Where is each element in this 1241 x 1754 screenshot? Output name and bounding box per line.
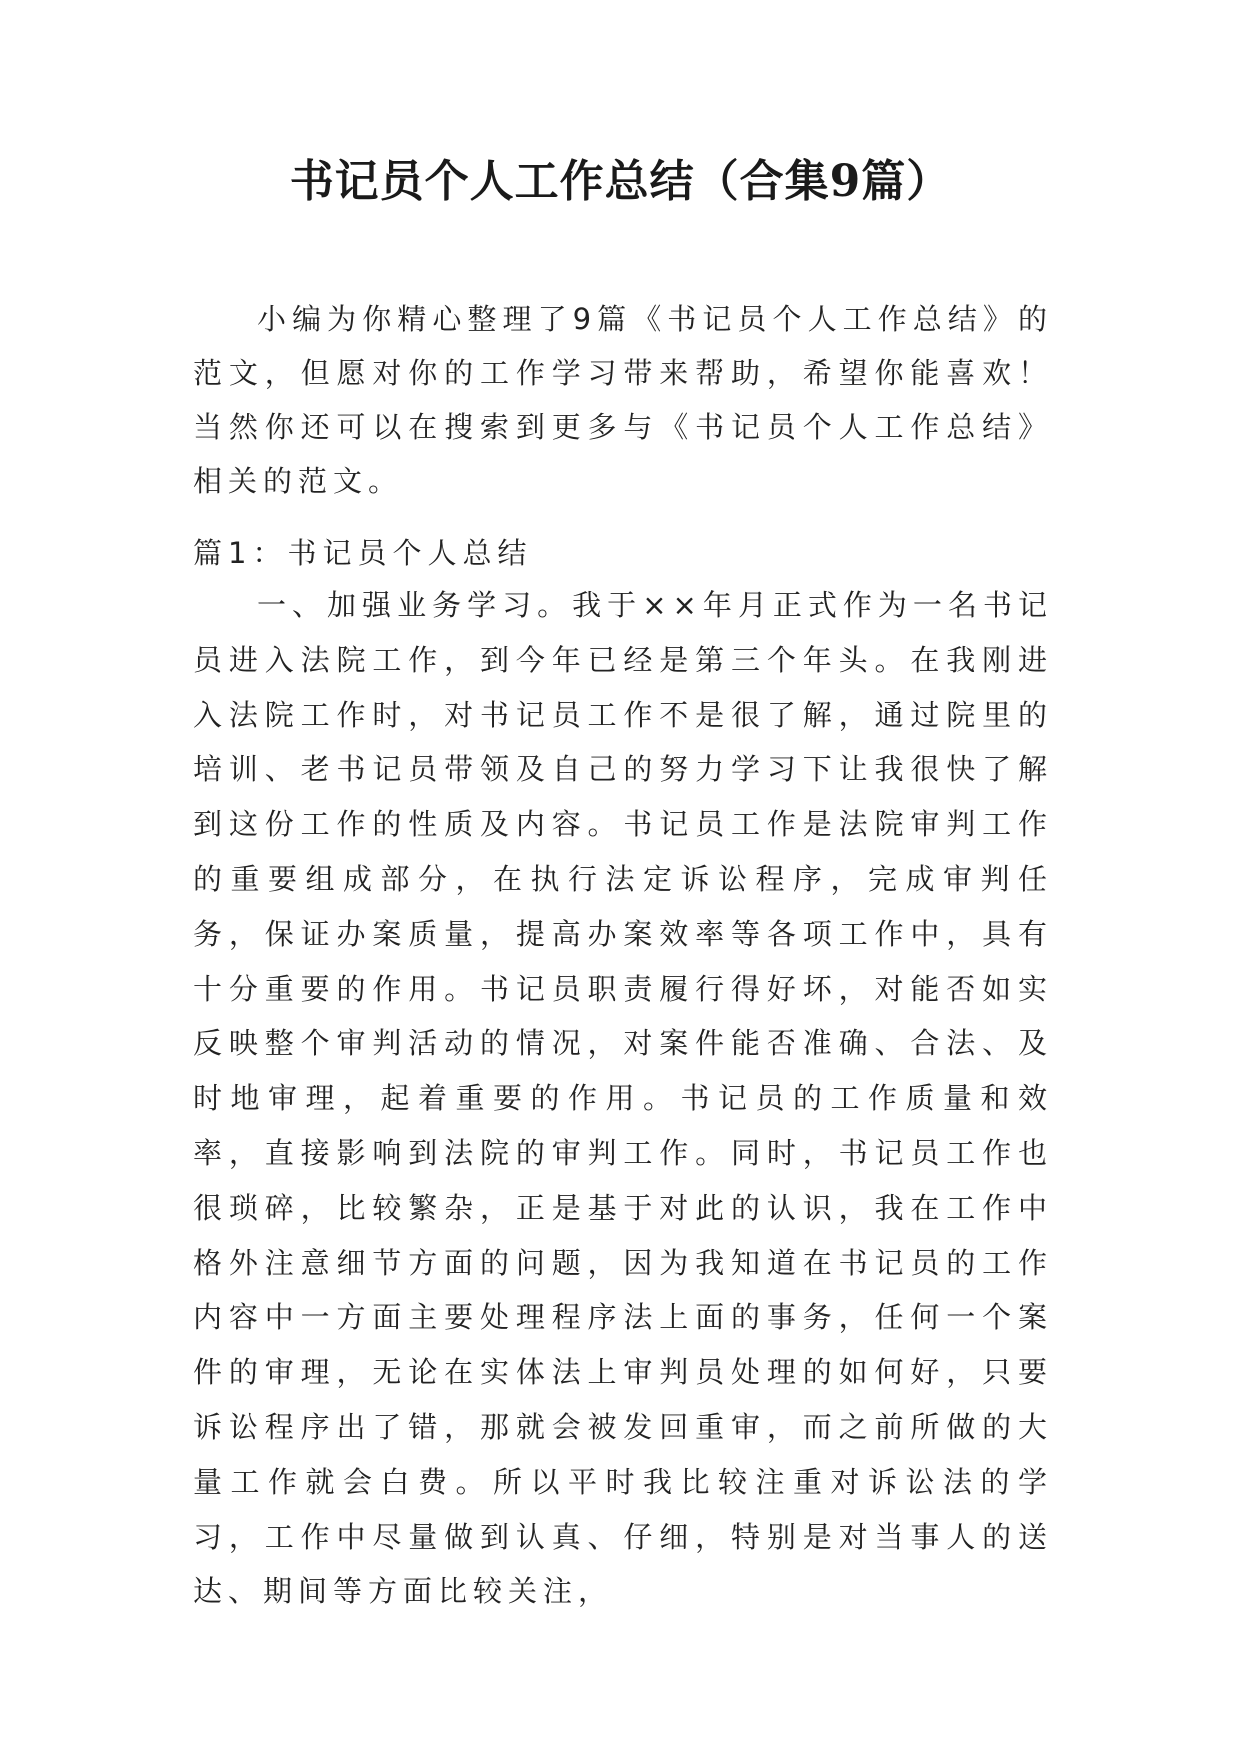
document-title: 书记员个人工作总结（合集9篇）	[289, 156, 952, 207]
section-heading: 篇1：书记员个人总结	[193, 536, 533, 570]
intro-paragraph: 小编为你精心整理了9篇《书记员个人工作总结》的范文，但愿对你的工作学习带来帮助，希望你能喜欢！当然你还可以在搜索到更多与《书记员个人工作总结》相关的范文。	[193, 302, 1053, 498]
section-body-paragraph: 一、加强业务学习。我于××年月正式作为一名书记员进入法院工作，到今年已经是第三个年头。在我刚进入法院工作时，对书记员工作不是很了解，通过院里的培训、老书记员带领及自己的努力学习下让我很快了解到这份工作的性质及内容。书记员工作是法院审判工作的重要组成部分，在执行法定诉讼程序，完成审判任务，保证办案质量，提高办案效率等各项工作中，具有十分重要的作用。书记员职责履行得好坏，对能否如实反映整个审判活动的情况，对案件能否准确、合法、及时地审理，起着重要的作用。书记员的工作质量和效率，直接影响到法院的审判工作。同时，书记员工作也很琐碎，比较繁杂，正是基于对此的认识，我在工作中格外注意细节方面的问题，因为我知道在书记员的工作内容中一方面主要处理程序法上面的事务，任何一个案件的审理，无论在实体法上审判员处理的如何好，只要诉讼程序出了错，那就会被发回重审，而之前所做的大量工作就会白费。所以平时我比较注重对诉讼法的学习，工作中尽量做到认真、仔细，特别是对当事人的送达、期间等方面比较关注，	[193, 588, 1053, 1609]
